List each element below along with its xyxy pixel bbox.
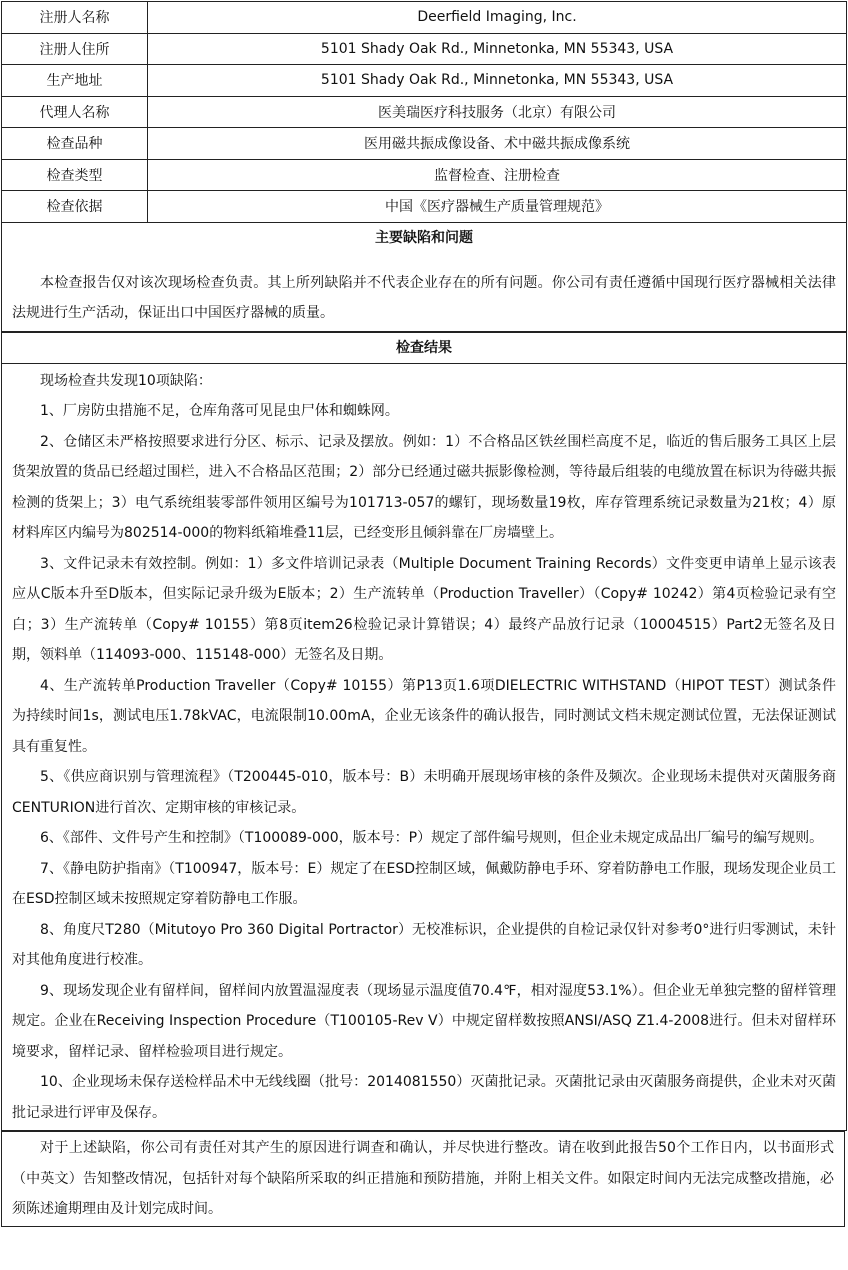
info-label: 注册人名称 [2,2,148,34]
info-value: 5101 Shady Oak Rd., Minnetonka, MN 55343, USA [148,33,847,65]
info-value: 中国《医疗器械生产质量管理规范》 [148,191,847,223]
defects-section-text: 本检查报告仅对该次现场检查负责。其上所列缺陷并不代表企业存在的所有问题。你公司有责任遵循中国现行医疗器械相关法律法规进行生产活动，保证出口中国医疗器械的质量。 [12,274,836,322]
list-item: 2、仓储区未严格按照要求进行分区、标示、记录及摆放。例如：1）不合格品区铁丝围栏高度不足，临近的售后服务工具区上层货架放置的货品已经超过围栏，进入不合格品区范围；2）部分已经通过磁共振影像检测，等待最后组装的电缆放置在标识为待磁共振检测的货架上；3）电气系统组装零部件领用区编号为101713-057的螺钉，现场数量19枚，库存管理系统记录数量为21枚；4）原材料库区内编号为802514-000的物料纸箱堆叠11层，已经变形且倾斜靠在厂房墙壁上。 [12,433,836,542]
list-item: 3、文件记录未有效控制。例如：1）多文件培训记录表（Multiple Document Training Records）文件变更申请单上显示该表应从C版本升至D版本，但实际记录升级为E版本；2）生产流转单（Production Traveller）（Copy# 10242）第4页检验记录有空白；3）生产流转单（Copy# 10155）第8页item26检验记录计算错误；4）最终产品放行记录（10004515）Part2无签名及日期，领料单（114093-000、115148-000）无签名及日期。 [12,555,836,664]
info-row-registrant-name [2,2,847,34]
info-value: 医美瑞医疗科技服务（北京）有限公司 [148,96,847,128]
defects-section-title: 主要缺陷和问题 [375,229,473,246]
results-intro: 现场检查共发现10项缺陷： [40,372,212,389]
info-value: 5101 Shady Oak Rd., Minnetonka, MN 55343, USA [148,65,847,97]
info-row-agent-name [2,96,847,128]
registrant-info-table [1,1,847,223]
info-value: 监督检查、注册检查 [148,159,847,191]
list-item: 7、《静电防护指南》（T100947，版本号：E）规定了在ESD控制区域，佩戴防静电手环、穿着防静电工作服，现场发现企业员工在ESD控制区域未按照规定穿着防静电工作服。 [12,860,836,908]
info-row-registrant-address [2,33,847,65]
info-value: Deerfield Imaging, Inc. [148,2,847,34]
list-item: 9、现场发现企业有留样间，留样间内放置温湿度表（现场显示温度值70.4℉，相对湿度53.1%）。但企业无单独完整的留样管理规定。企业在Receiving Inspection Procedure（T100105-Rev V）中规定留样数按照ANSI/ASQ Z1.4-2008进行。但未对留样环境要求，留样记录、留样检验项目进行规定。 [12,982,836,1060]
list-item: 4、生产流转单Production Traveller（Copy# 10155）第P13页1.6项DIELECTRIC WITHSTAND（HIPOT TEST）测试条件为持续时间1s，测试电压1.78kVAC，电流限制10.00mA，企业无该条件的确认报告，同时测试文档未规定测试位置，无法保证测试具有重复性。 [12,677,836,755]
list-item: 10、企业现场未保存送检样品术中无线线圈（批号：2014081550）灭菌批记录。灭菌批记录由灭菌服务商提供，企业未对灭菌批记录进行评审及保存。 [12,1074,836,1121]
results-section [1,332,847,1132]
closing-text: 对于上述缺陷，你公司有责任对其产生的原因进行调查和确认，并尽快进行整改。请在收到此报告50个工作日内，以书面形式（中英文）告知整改情况，包括针对每个缺陷所采取的纠正措施和预防措施，并附上相关文件。如限定时间内无法完成整改措施，必须陈述逾期理由及计划完成时间。 [12,1140,834,1218]
info-label: 检查品种 [2,128,148,160]
inspection-report [0,1,848,1270]
list-item: 5、《供应商识别与管理流程》（T200445-010，版本号：B）未明确开展现场审核的条件及频次。企业现场未提供对灭菌服务商CENTURION进行首次、定期审核的审核记录。 [12,769,836,816]
list-item: 1、厂房防虫措施不足，仓库角落可见昆虫尸体和蜘蛛网。 [40,403,399,420]
info-label: 检查类型 [2,159,148,191]
info-label: 生产地址 [2,65,148,97]
info-row-inspection-basis [2,191,847,223]
info-row-inspection-type [2,159,847,191]
results-section-title: 检查结果 [2,332,846,364]
info-label: 检查依据 [2,191,148,223]
list-item: 6、《部件、文件号产生和控制》（T100089-000，版本号：P）规定了部件编号规则，但企业未规定成品出厂编号的编写规则。 [40,830,824,847]
info-row-product-type [2,128,847,160]
info-value: 医用磁共振成像设备、术中磁共振成像系统 [148,128,847,160]
list-item: 8、角度尺T280（Mitutoyo Pro 360 Digital Portractor）无校准标识，企业提供的自检记录仅针对参考0°进行归零测试，未针对其他角度进行校准。 [12,921,836,969]
info-label: 注册人住所 [2,33,148,65]
closing-section [1,1131,845,1227]
defects-section [1,223,847,332]
info-label: 代理人名称 [2,96,148,128]
info-row-production-address [2,65,847,97]
results-list [2,364,846,1131]
